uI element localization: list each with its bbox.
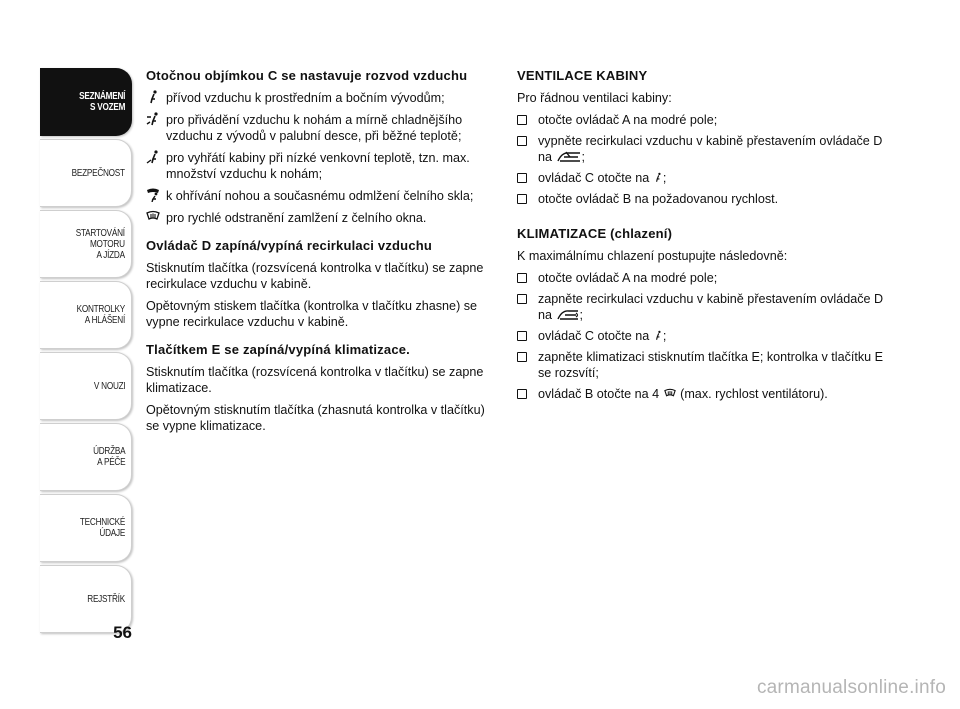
checkbox-icon [517, 194, 527, 204]
section-heading: Tlačítkem E se zapíná/vypíná klimatizace. [146, 342, 410, 357]
tab-kontrolky[interactable] [40, 281, 132, 349]
page-number: 56 [113, 623, 132, 642]
tab-technicke[interactable] [40, 494, 132, 562]
item-text: zapněte recirkulaci vzduchu v kabině přestavením ovládače D na [538, 292, 884, 322]
list-item [517, 112, 887, 128]
list-item [517, 191, 887, 207]
tab-label: STARTOVÁNÍ MOTORU A JÍZDA [75, 227, 125, 261]
list-item [517, 133, 887, 165]
face-vent-icon [146, 90, 166, 104]
tab-udrzba[interactable] [40, 423, 132, 491]
item-text: ; [662, 171, 667, 185]
paragraph: Stisknutím tlačítka (rozsvícená kontrolka v tlačítku) se zapne klimatizace. [146, 365, 484, 395]
list-item [146, 210, 496, 226]
list-item [517, 349, 887, 381]
mode-text: přívod vzduchu k prostředním a bočním vývodům; [166, 91, 445, 105]
item-text: otočte ovládač B na požadovanou rychlost. [538, 192, 779, 206]
tab-bezpecnost[interactable] [40, 139, 132, 207]
paragraph: Stisknutím tlačítka (rozsvícená kontrolka v tlačítku) se zapne recirkulace vzduchu v kabině. [146, 261, 484, 291]
paragraph: Opětovným stisknutím tlačítka (zhasnutá kontrolka v tlačítku) se vypne klimatizace. [146, 403, 485, 433]
watermark: carmanualsonline.info [756, 677, 946, 698]
tab-label: ÚDRŽBA A PÉČE [92, 446, 125, 468]
face-feet-vent-icon [146, 112, 166, 126]
tab-label: REJSTŘÍK [87, 593, 125, 605]
checkbox-icon [517, 294, 527, 304]
item-text: ovládač C otočte na [538, 171, 653, 185]
mode-text: pro přivádění vzduchu k nohám a mírně chladnějšího vzduchu z vývodů v palubní desce, při běžné teplotě; [166, 113, 463, 143]
list-item [146, 90, 496, 106]
windscreen-defrost-icon [146, 210, 166, 224]
checkbox-icon [517, 331, 527, 341]
checkbox-icon [517, 173, 527, 183]
tab-v-nouzi[interactable] [40, 352, 132, 420]
item-text: otočte ovládač A na modré pole; [538, 271, 718, 285]
paragraph: Opětovným stiskem tlačítka (kontrolka v tlačítku zhasne) se vypne recirkulace vzduchu v kabině. [146, 299, 478, 329]
section-heading: Otočnou objímkou C se nastavuje rozvod vzduchu [146, 68, 468, 83]
section-heading: KLIMATIZACE (chlazení) [517, 226, 673, 241]
feet-defrost-icon [146, 188, 166, 202]
windscreen-defrost-icon [663, 388, 677, 400]
mode-text: pro rychlé odstranění zamlžení z čelního okna. [166, 211, 427, 225]
checkbox-icon [517, 115, 527, 125]
paragraph: K maximálnímu chlazení postupujte následovně: [517, 249, 788, 263]
left-column [146, 68, 496, 440]
section-heading: VENTILACE KABINY [517, 68, 648, 83]
checkbox-icon [517, 352, 527, 362]
list-item [146, 112, 496, 144]
checkbox-icon [517, 136, 527, 146]
item-text: vypněte recirkulaci vzduchu v kabině přestavením ovládače D na [538, 134, 883, 164]
recirculation-icon [556, 309, 580, 321]
list-item [517, 328, 887, 344]
mode-text: pro vyhřátí kabiny při nízké venkovní teplotě, tzn. max. množství vzduchu k nohám; [166, 151, 470, 181]
tab-label: SEZNÁMENÍ S VOZEM [78, 91, 125, 113]
list-item [517, 170, 887, 186]
list-item [146, 188, 496, 204]
checkbox-icon [517, 389, 527, 399]
section-heading: Ovládač D zapíná/vypíná recirkulaci vzduchu [146, 238, 433, 253]
item-text: ; [662, 329, 667, 343]
tab-label: TECHNICKÉ ÚDAJE [79, 517, 125, 539]
list-item [146, 150, 496, 182]
feet-vent-icon [146, 150, 166, 164]
outside-air-icon [556, 151, 582, 163]
list-item [517, 386, 887, 402]
item-text: (max. rychlost ventilátoru). [676, 387, 828, 401]
item-text: ; [581, 150, 586, 164]
tab-label: V NOUZI [93, 380, 125, 392]
tab-seznameni[interactable] [40, 68, 132, 136]
item-text: ovládač C otočte na [538, 329, 653, 343]
mode-text: k ohřívání nohou a současnému odmlžení čelního skla; [166, 189, 474, 203]
tab-label: KONTROLKY A HLÁŠENÍ [76, 304, 125, 326]
item-text: otočte ovládač A na modré pole; [538, 113, 718, 127]
list-item [517, 291, 887, 323]
tab-startovani[interactable] [40, 210, 132, 278]
face-vent-icon [653, 171, 663, 184]
face-vent-icon [653, 329, 663, 342]
item-text: zapněte klimatizaci stisknutím tlačítka E; kontrolka v tlačítku E se rozsvítí; [538, 350, 884, 380]
item-text: ovládač B otočte na 4 [538, 387, 663, 401]
item-text: ; [579, 308, 584, 322]
right-column [517, 68, 887, 407]
list-item [517, 270, 887, 286]
tab-label: BEZPEČNOST [71, 167, 125, 179]
chapter-tabs [40, 68, 132, 636]
checkbox-icon [517, 273, 527, 283]
paragraph: Pro řádnou ventilaci kabiny: [517, 91, 672, 105]
